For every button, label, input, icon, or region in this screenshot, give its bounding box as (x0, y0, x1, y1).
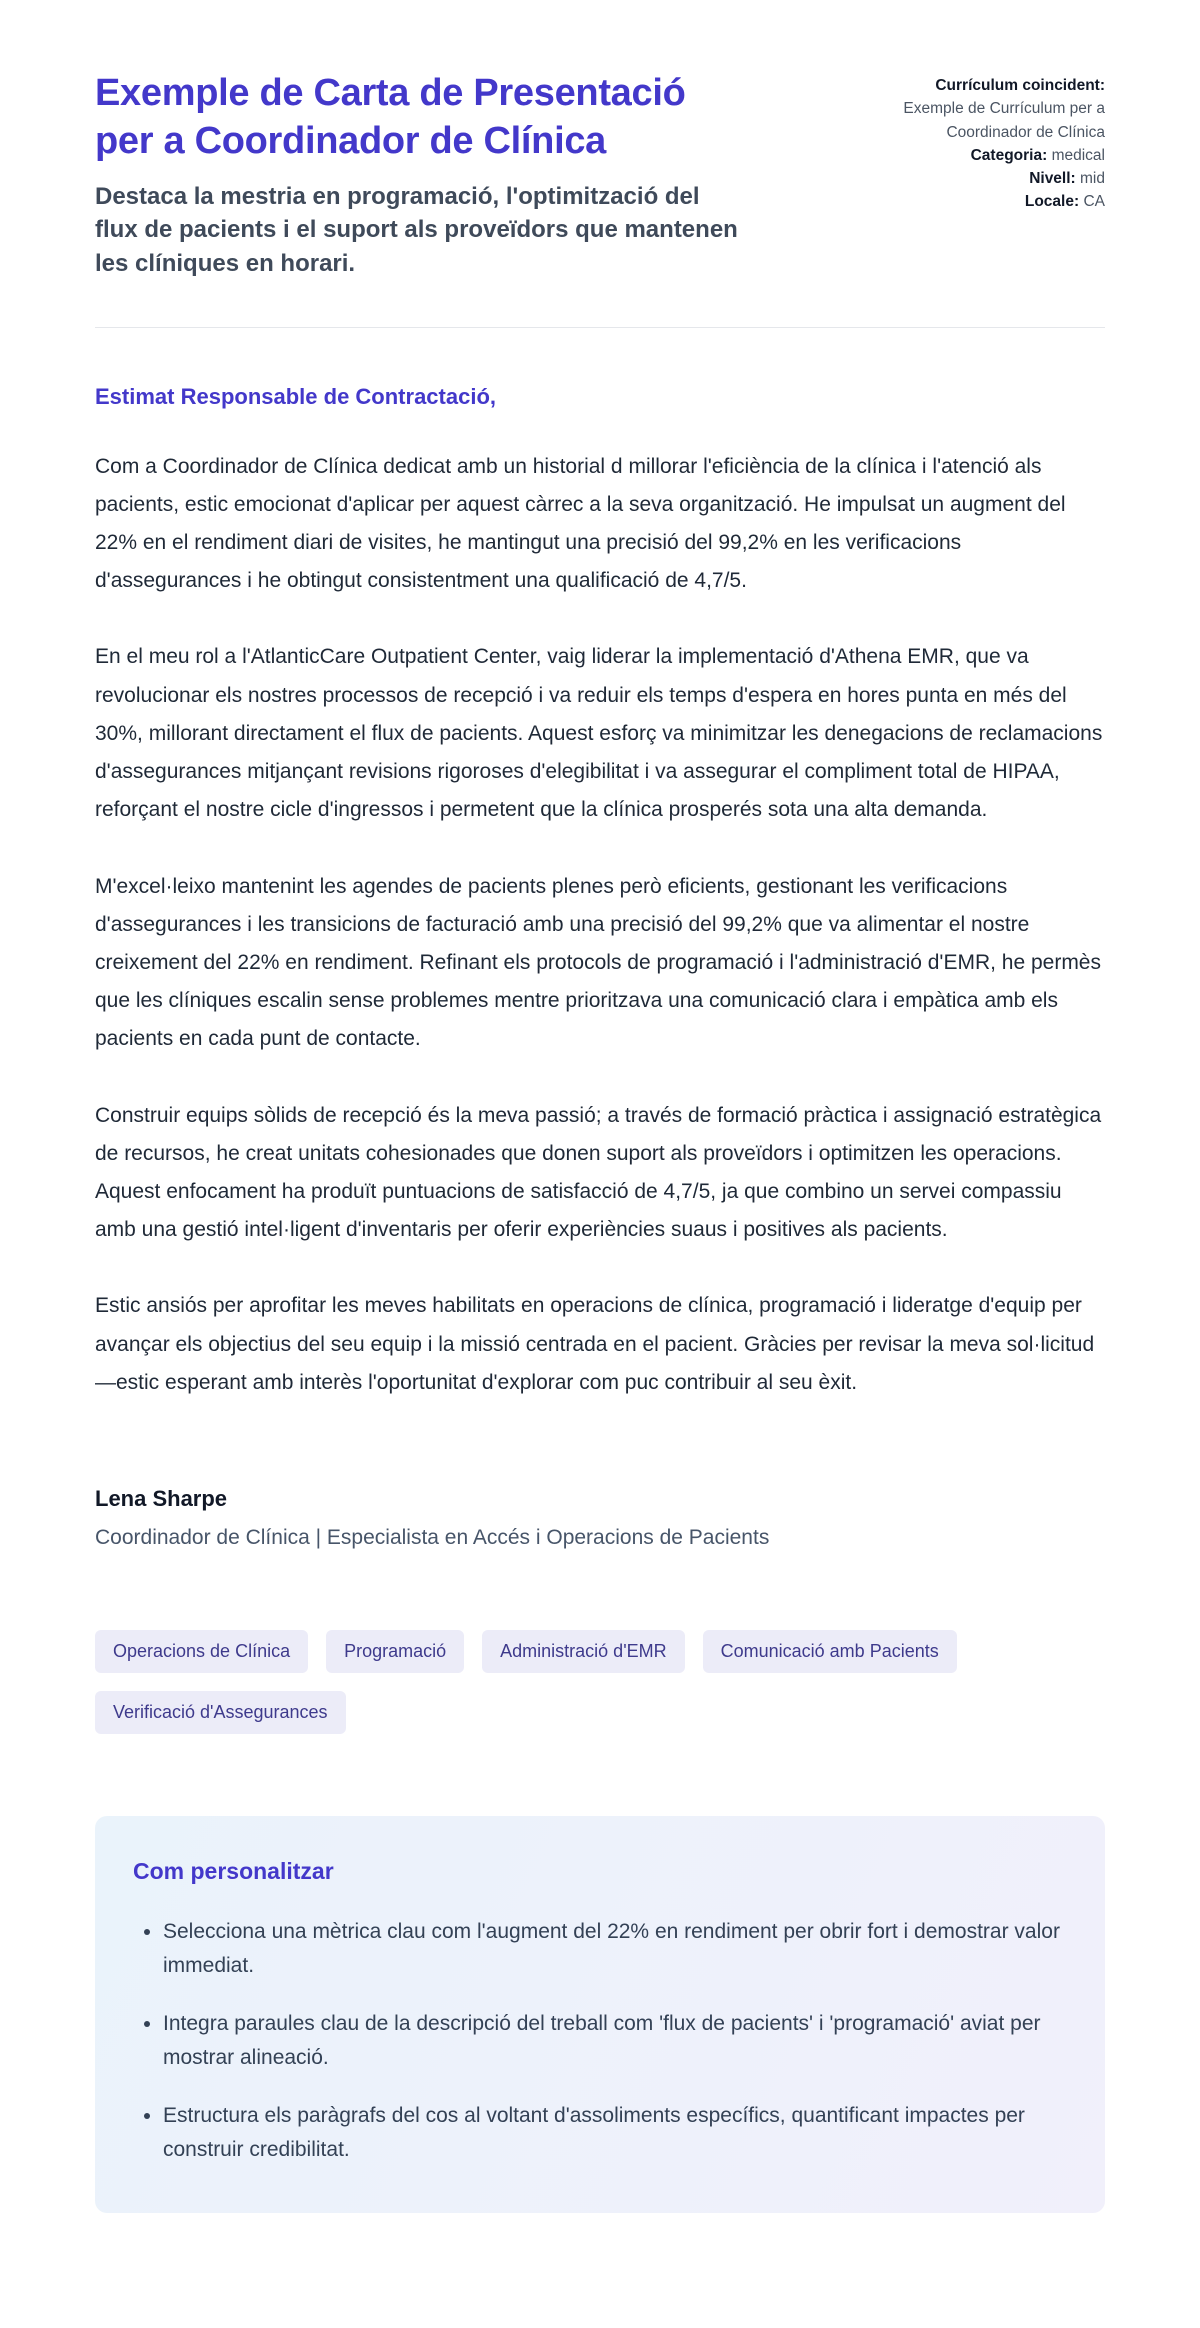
header-title-block (95, 70, 740, 281)
cover-letter-page (95, 0, 1105, 2261)
meta-category (853, 144, 1105, 167)
letter-paragraph-3: M'excel·leixo mantenint les agendes de pacients plenes però eficients, gestionant les verificacions d'assegurances i les transicions de facturació amb una precisió del 99,2% que va alimentar el nostre creixement del 22% en rendiment. Refinant els protocols de programació i l'administració d'EMR, he permès que les clíniques escalin sense problemes mentre prioritzava una comunicació clara i empàtica amb els pacients en cada punt de contacte. (95, 874, 1101, 1051)
letter-paragraph-5: Estic ansiós per aprofitar les meves habilitats en operacions de clínica, programació i lideratge d'equip per avançar els objectius del seu equip i la missió centrada en el pacient. Gràcies per revisar la meva sol·licitud—estic esperant amb interès l'oportunitat d'explorar com puc contribuir al seu èxit. (95, 1294, 1095, 1394)
letter-paragraph-1: Com a Coordinador de Clínica dedicat amb un historial d millorar l'eficiència de la clínica i l'atenció als pacients, estic emocionat d'aplicar per aquest càrrec a la seva organització. He impulsat un augment del 22% en el rendiment diari de visites, he mantingut una precisió del 99,2% en les verificacions d'assegurances i he obtingut consistentment una qualificació de 4,7/5. (95, 454, 1066, 593)
tip-item: • Selecciona una mètrica clau com l'augment del 22% en rendiment per obrir fort i demostrar valor immediat. (163, 1915, 1067, 1983)
tip-item: • Integra paraules clau de la descripció del treball com 'flux de pacients' i 'programació' aviat per mostrar alineació. (163, 2007, 1067, 2075)
letter-paragraph-2: En el meu rol a l'AtlanticCare Outpatient Center, vaig liderar la implementació d'Athena EMR, que va revolucionar els nostres processos de recepció i va reduir els temps d'espera en hores punta en més del 30%, millorant directament el flux de pacients. Aquest esforç va minimitzar les denegacions de reclamacions d'assegurances mitjançant revisions rigoroses d'elegibilitat i va assegurar el compliment total de HIPAA, reforçant el nostre cicle d'ingressos i permetent que la clínica prosperés sota una alta demanda. (95, 645, 1103, 822)
header-divider (95, 327, 1105, 328)
tips-list (133, 1915, 1067, 2167)
signature-block (95, 1486, 1105, 1550)
level-value: mid (1080, 170, 1105, 187)
page-title: Exemple de Carta de Presentació per a Coordinador de Clínica (95, 72, 686, 162)
tag-pill: Operacions de Clínica (95, 1630, 308, 1673)
page-header (95, 70, 1105, 281)
letter-body (95, 384, 1105, 2214)
meta-block (853, 70, 1105, 281)
resume-match-label (853, 74, 1105, 97)
meta-level (853, 167, 1105, 190)
letter-greeting: Estimat Responsable de Contractació, (95, 383, 496, 409)
category-value: medical (1051, 146, 1105, 164)
tips-heading: Com personalitzar (133, 1858, 334, 1885)
category-label: Categoria: (970, 146, 1048, 164)
tip-item: • Estructura els paràgrafs del cos al voltant d'assoliments específics, quantificant impactes per construir credibilitat. (163, 2099, 1067, 2167)
locale-label: Locale: (1024, 193, 1080, 211)
resume-match-label-text: Currículum coincident: (935, 77, 1105, 94)
tag-pill: Programació (326, 1630, 464, 1673)
meta-locale (853, 190, 1105, 213)
resume-match-value: Exemple de Currículum per a Coordinador de Clínica (903, 100, 1105, 141)
signature-name: Lena Sharpe (95, 1486, 228, 1512)
level-label: Nivell: (1029, 170, 1076, 187)
tag-pill: Comunicació amb Pacients (703, 1630, 957, 1673)
signature-title: Coordinador de Clínica | Especialista en Accés i Operacions de Pacients (95, 1526, 770, 1550)
tag-pill: Administració d'EMR (482, 1630, 684, 1673)
locale-value: CA (1083, 193, 1105, 211)
letter-paragraph-4: Construir equips sòlids de recepció és la meva passió; a través de formació pràctica i assignació estratègica de recursos, he creat unitats cohesionades que donen suport als proveïdors i optimitzen les operacions. Aquest enfocament ha produït puntuacions de satisfacció de 4,7/5, ja que combino un servei compassiu amb una gestió intel·ligent d'inventaris per oferir experiències suaus i positives als pacients. (95, 1103, 1102, 1242)
page-subtitle: Destaca la mestria en programació, l'optimització del flux de pacients i el suport als proveïdors que mantenen les clíniques en horari. (95, 182, 738, 277)
skill-tags (95, 1630, 1105, 1734)
customization-tips-card (95, 1816, 1105, 2213)
tag-pill: Verificació d'Assegurances (95, 1691, 346, 1734)
